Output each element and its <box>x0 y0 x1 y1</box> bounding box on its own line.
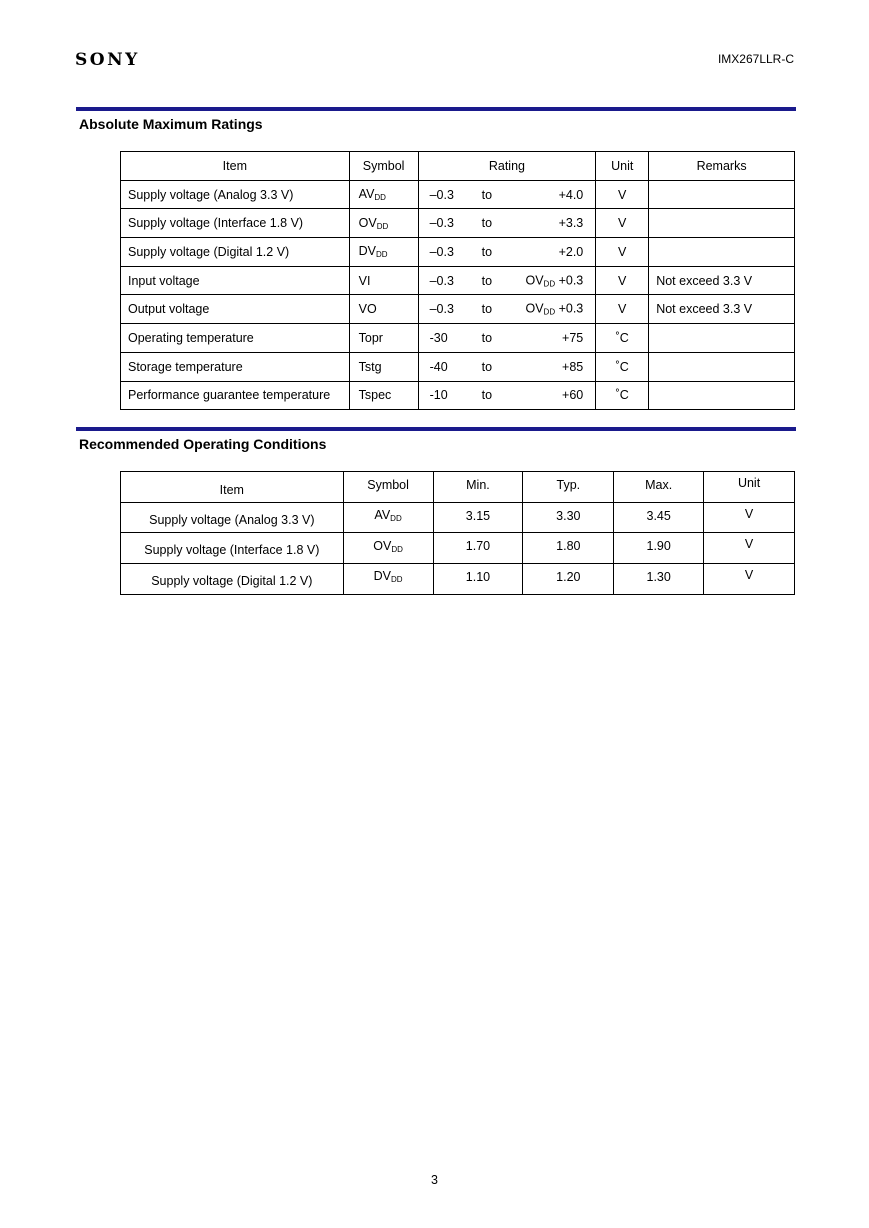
min-value: 3.15 <box>465 508 491 523</box>
cell-unit: V <box>596 295 649 324</box>
symbol-subscript: DD <box>390 575 403 585</box>
cell-rating <box>418 295 596 324</box>
rating-max-value: +3.3 <box>558 216 584 231</box>
column-header-remarks: Remarks <box>649 152 795 181</box>
symbol-text: VO <box>358 302 377 317</box>
cell-remarks: Not exceed 3.3 V <box>649 266 795 295</box>
rating-to: to <box>481 388 493 403</box>
cell-item: Input voltage <box>121 266 350 295</box>
recommended-conditions-table <box>120 471 795 595</box>
cell-rating <box>418 324 596 353</box>
cell-rating <box>418 381 596 410</box>
rating-min: –0.3 <box>429 273 454 288</box>
cell-min <box>433 533 523 564</box>
cell-unit: ˚C <box>596 381 649 410</box>
cell-symbol <box>349 295 418 324</box>
rating-max <box>562 388 583 402</box>
rating-to: to <box>481 302 493 317</box>
max-value: 1.30 <box>646 569 671 584</box>
rating-max-value: OV <box>525 273 544 288</box>
table-row <box>121 381 795 410</box>
sony-logo: SONY <box>75 50 140 70</box>
cell-item: Supply voltage (Interface 1.8 V) <box>121 209 350 238</box>
rating-max-value: +60 <box>562 388 584 403</box>
cell-unit <box>704 502 795 533</box>
cell-item: Supply voltage (Digital 1.2 V) <box>121 238 350 267</box>
column-header-unit <box>704 472 795 503</box>
absolute-max-ratings-table <box>120 151 795 410</box>
cell-unit: V <box>596 209 649 238</box>
symbol-subscript: DD <box>376 221 389 231</box>
rating-max-value: +75 <box>562 330 584 345</box>
cell-symbol <box>349 381 418 410</box>
rating-max-value: +2.0 <box>558 244 584 259</box>
cell-unit: V <box>596 180 649 209</box>
table-row <box>121 564 795 595</box>
table-header-row <box>121 152 795 181</box>
rating-to: to <box>481 216 493 231</box>
item-text: Supply voltage (Interface 1.8 V) <box>144 543 320 558</box>
cell-remarks <box>649 238 795 267</box>
min-value: 1.10 <box>465 569 491 584</box>
cell-remarks <box>649 209 795 238</box>
column-header-item: Item <box>121 152 350 181</box>
table-row <box>121 352 795 381</box>
cell-max <box>614 502 704 533</box>
table-row <box>121 295 795 324</box>
column-header-typ-label: Typ. <box>556 477 581 492</box>
symbol-text: DV <box>358 244 377 259</box>
table-row <box>121 502 795 533</box>
cell-symbol <box>349 238 418 267</box>
section-divider <box>76 107 796 111</box>
rating-min: –0.3 <box>429 244 454 259</box>
cell-item: Output voltage <box>121 295 350 324</box>
page-number: 3 <box>431 1173 438 1187</box>
cell-typ <box>523 564 614 595</box>
column-header-max-label: Max. <box>645 477 673 492</box>
table-row <box>121 209 795 238</box>
rating-max <box>559 188 584 202</box>
column-header-symbol <box>343 472 433 503</box>
symbol-subscript: DD <box>390 514 402 524</box>
symbol-wrap <box>374 508 401 522</box>
cell-unit: V <box>596 266 649 295</box>
rating-max-value: +4.0 <box>558 187 584 202</box>
column-header-rating: Rating <box>418 152 596 181</box>
rating-max-subscript: DD <box>543 279 556 289</box>
symbol-text: Tstg <box>358 359 382 374</box>
cell-unit: ˚C <box>596 324 649 353</box>
cell-symbol <box>343 533 433 564</box>
cell-remarks <box>649 352 795 381</box>
cell-item <box>121 533 344 564</box>
rating-max <box>562 331 583 345</box>
cell-item: Performance guarantee temperature <box>121 381 350 410</box>
max-value: 1.90 <box>646 539 671 554</box>
column-header-min-label: Min. <box>466 477 490 492</box>
cell-unit <box>704 533 795 564</box>
cell-remarks <box>649 180 795 209</box>
rating-min: -40 <box>429 359 448 374</box>
unit-value: V <box>744 567 754 582</box>
cell-item: Supply voltage (Analog 3.3 V) <box>121 180 350 209</box>
section-title-recommended: Recommended Operating Conditions <box>79 436 327 452</box>
cell-item <box>121 564 344 595</box>
table-header-row <box>121 472 795 503</box>
symbol-text: Topr <box>358 330 383 345</box>
cell-min <box>433 564 523 595</box>
symbol-text: OV <box>373 538 392 553</box>
cell-symbol <box>349 324 418 353</box>
section-divider <box>76 427 796 431</box>
rating-max <box>562 360 583 374</box>
cell-typ <box>523 533 614 564</box>
item-text: Supply voltage (Analog 3.3 V) <box>149 512 315 527</box>
cell-max <box>614 564 704 595</box>
cell-unit: V <box>596 238 649 267</box>
cell-rating <box>418 266 596 295</box>
rating-max-value: OV <box>525 301 544 316</box>
cell-symbol <box>349 352 418 381</box>
cell-item: Operating temperature <box>121 324 350 353</box>
max-value: 3.45 <box>646 508 671 523</box>
cell-symbol <box>343 564 433 595</box>
rating-max-suffix: +0.3 <box>555 273 584 288</box>
rating-min: –0.3 <box>429 187 454 202</box>
column-header-symbol-label: Symbol <box>367 477 409 492</box>
symbol-wrap <box>373 539 403 553</box>
rating-to: to <box>481 187 493 202</box>
rating-min: –0.3 <box>429 302 454 317</box>
rating-to: to <box>481 244 493 259</box>
symbol-text: AV <box>374 508 391 523</box>
column-header-min <box>433 472 523 503</box>
symbol-text: VI <box>358 273 371 288</box>
unit-value: V <box>744 537 754 552</box>
rating-max-value: +85 <box>562 359 584 374</box>
rating-max-subscript: DD <box>543 307 556 317</box>
cell-rating <box>418 209 596 238</box>
column-header-item: Item <box>121 472 344 503</box>
typ-value: 3.30 <box>556 508 581 523</box>
cell-symbol <box>349 209 418 238</box>
cell-item: Storage temperature <box>121 352 350 381</box>
min-value: 1.70 <box>465 539 491 554</box>
column-header-symbol: Symbol <box>349 152 418 181</box>
rating-max <box>559 216 584 230</box>
table-row <box>121 533 795 564</box>
table-row <box>121 238 795 267</box>
column-header-unit: Unit <box>596 152 649 181</box>
rating-to: to <box>481 330 493 345</box>
section-title-absolute-max: Absolute Maximum Ratings <box>79 116 263 132</box>
cell-max <box>614 533 704 564</box>
cell-symbol <box>343 502 433 533</box>
table-row <box>121 180 795 209</box>
cell-unit: ˚C <box>596 352 649 381</box>
cell-rating <box>418 352 596 381</box>
cell-remarks <box>649 381 795 410</box>
cell-rating <box>418 180 596 209</box>
rating-max <box>525 273 583 288</box>
column-header-typ <box>523 472 614 503</box>
symbol-subscript: DD <box>374 193 386 203</box>
typ-value: 1.80 <box>556 539 581 554</box>
typ-value: 1.20 <box>556 569 581 584</box>
rating-to: to <box>481 273 493 288</box>
cell-symbol <box>349 266 418 295</box>
symbol-text: AV <box>358 187 375 202</box>
cell-rating <box>418 238 596 267</box>
cell-typ <box>523 502 614 533</box>
symbol-subscript: DD <box>376 250 388 260</box>
cell-remarks: Not exceed 3.3 V <box>649 295 795 324</box>
item-text: Supply voltage (Digital 1.2 V) <box>151 573 313 588</box>
symbol-wrap <box>374 569 403 583</box>
table-row <box>121 266 795 295</box>
symbol-subscript: DD <box>391 544 403 554</box>
column-header-unit-label: Unit <box>737 475 761 490</box>
rating-min: -10 <box>429 388 448 403</box>
unit-value: V <box>744 506 754 521</box>
rating-max <box>525 302 583 317</box>
cell-symbol <box>349 180 418 209</box>
cell-unit <box>704 564 795 595</box>
symbol-text: OV <box>358 215 377 230</box>
rating-max <box>559 245 584 259</box>
rating-to: to <box>481 359 493 374</box>
document-id: IMX267LLR-C <box>717 52 794 66</box>
cell-item <box>121 502 344 533</box>
column-header-max <box>614 472 704 503</box>
table-row <box>121 324 795 353</box>
rating-min: –0.3 <box>429 216 454 231</box>
symbol-text: DV <box>373 569 391 584</box>
cell-min <box>433 502 523 533</box>
symbol-text: Tspec <box>358 388 392 403</box>
rating-min: -30 <box>429 330 448 345</box>
rating-max-suffix: +0.3 <box>555 301 584 316</box>
cell-remarks <box>649 324 795 353</box>
